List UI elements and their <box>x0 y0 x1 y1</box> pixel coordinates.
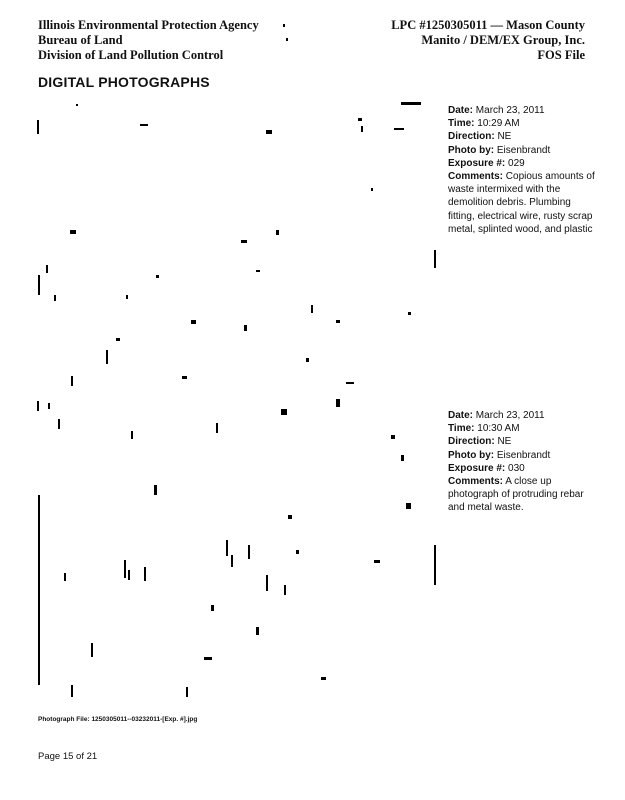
bureau-name: Bureau of Land <box>38 33 123 47</box>
case-number: LPC #1250305011 — Mason County <box>391 18 585 32</box>
page-title: DIGITAL PHOTOGRAPHS <box>38 74 210 90</box>
agency-header <box>38 18 259 63</box>
date-value: March 23, 2011 <box>475 410 545 421</box>
photo-by-value: Eisenbrandt <box>496 144 551 156</box>
site-name: Manito / DEM/EX Group, Inc. <box>421 33 585 47</box>
comments-label: Comments: <box>448 171 504 183</box>
exposure-label: Exposure #: <box>448 462 506 474</box>
photo-2-image <box>36 395 436 705</box>
time-value: 10:29 AM <box>477 118 520 130</box>
scan-speck <box>286 38 288 41</box>
date-label: Date: <box>448 410 474 421</box>
exposure-value: 029 <box>508 157 525 169</box>
photo-by-label: Photo by: <box>448 449 495 461</box>
comments-value: A close up photograph of protruding rebar and metal waste. <box>448 476 584 514</box>
time-value: 10:30 AM <box>477 423 520 435</box>
exposure-value: 030 <box>508 462 525 474</box>
file-type: FOS File <box>537 48 585 62</box>
case-header <box>391 18 585 63</box>
comments-value: Copious amounts of waste intermixed with the demolition debris. Plumbing fitting, electrical wire, rusty scrap metal, splinted wood, and plastic <box>448 171 595 235</box>
agency-name: Illinois Environmental Protection Agency <box>38 18 259 32</box>
date-value: March 23, 2011 <box>475 105 545 116</box>
scan-speck <box>283 24 285 27</box>
photo-2 <box>36 395 436 705</box>
photo-by-label: Photo by: <box>448 144 495 156</box>
date-label: Date: <box>448 105 474 116</box>
direction-value: NE <box>497 131 512 143</box>
direction-label: Direction: <box>448 131 495 143</box>
division-name: Division of Land Pollution Control <box>38 48 224 62</box>
photo-1-image <box>36 100 436 390</box>
time-label: Time: <box>448 118 475 130</box>
photo-by-value: Eisenbrandt <box>496 449 551 461</box>
comments-label: Comments: <box>448 476 504 488</box>
exposure-label: Exposure #: <box>448 157 506 169</box>
photo-1-details <box>448 104 598 236</box>
photo-file-name: Photograph File: 1250305011--03232011-[Exp. #].jpg <box>38 716 198 723</box>
direction-value: NE <box>497 436 512 448</box>
photo-1 <box>36 100 436 390</box>
photo-2-details <box>448 409 598 515</box>
direction-label: Direction: <box>448 436 495 448</box>
page-number: Page 15 of 21 <box>38 751 98 762</box>
time-label: Time: <box>448 423 475 435</box>
